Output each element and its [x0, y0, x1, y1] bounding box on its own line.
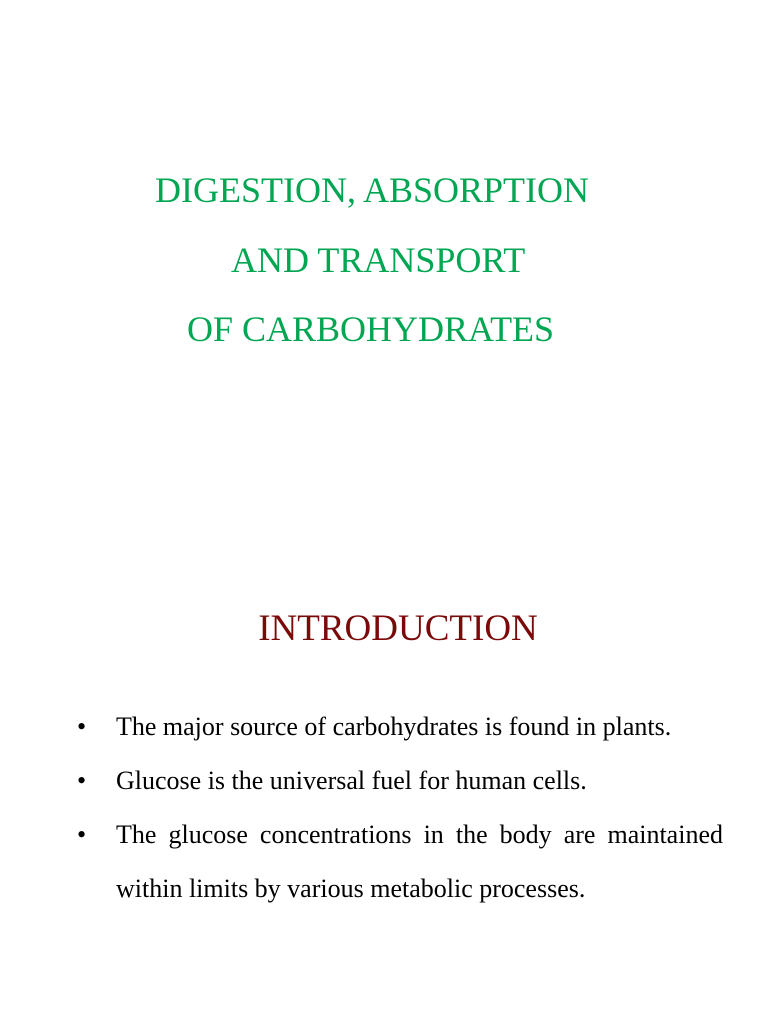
bullet-marker: •: [77, 766, 87, 795]
bullet-marker: •: [77, 820, 87, 849]
bullet-item: [77, 700, 723, 754]
title-line-2: AND TRANSPORT: [231, 240, 526, 280]
bullet-item: [77, 808, 723, 916]
bullet-text: The major source of carbohydrates is found in plants.: [116, 712, 672, 741]
bullet-marker: •: [77, 712, 87, 741]
bullet-text: The glucose concentrations in the body are maintained within limits by various metabolic processes.: [116, 820, 723, 903]
bullet-list: [77, 700, 723, 916]
bullet-item: [77, 754, 723, 808]
title-line-3: OF CARBOHYDRATES: [187, 309, 555, 349]
bullet-text: Glucose is the universal fuel for human cells.: [116, 766, 587, 795]
title-line-1: DIGESTION, ABSORPTION: [155, 170, 590, 210]
section-heading: INTRODUCTION: [258, 608, 538, 649]
